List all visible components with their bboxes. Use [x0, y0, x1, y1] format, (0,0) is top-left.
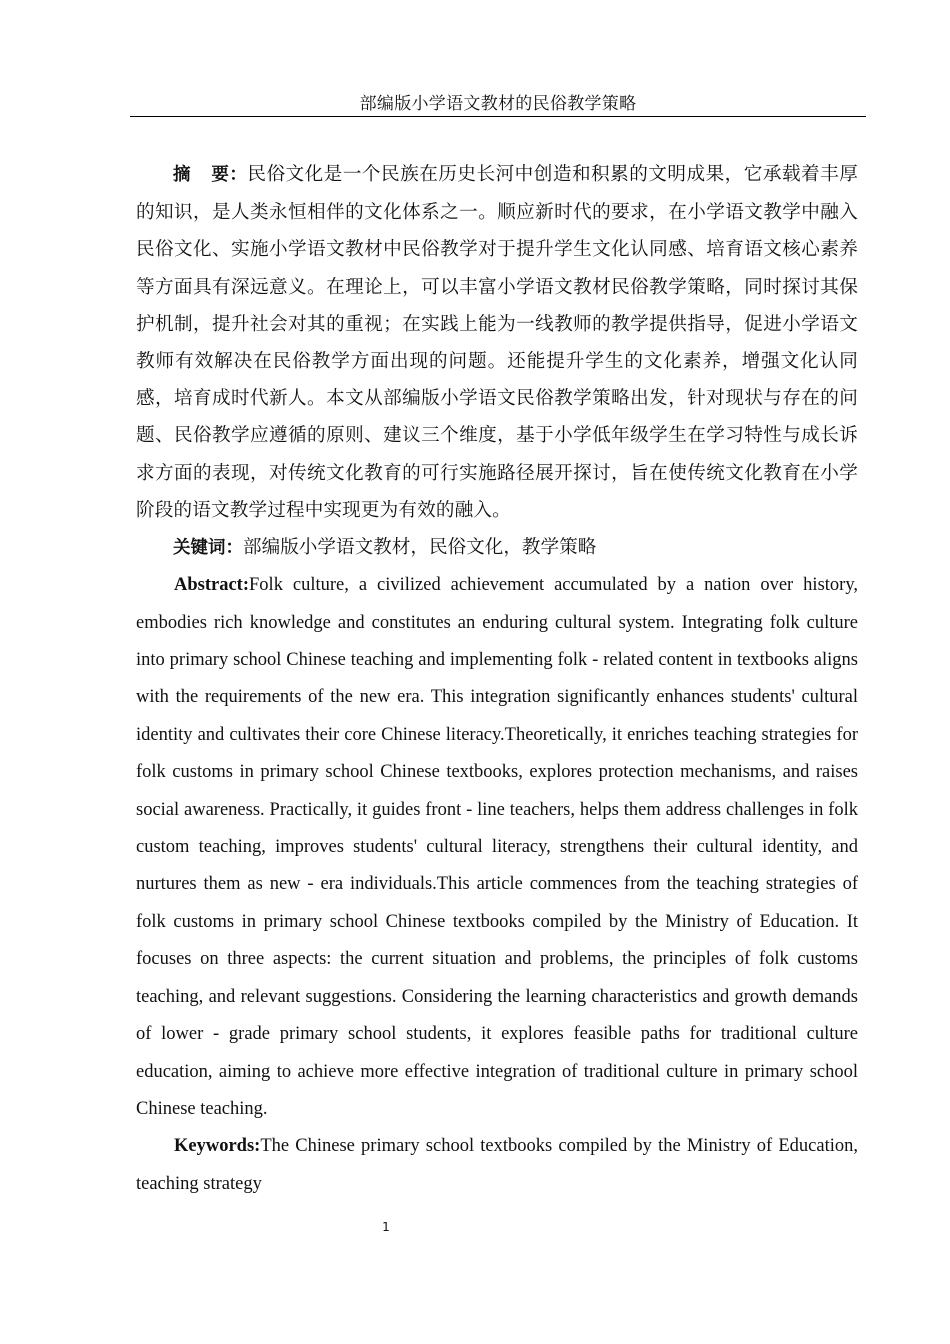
keywords-en-label: Keywords: — [174, 1136, 261, 1157]
page-number: 1 — [382, 1220, 390, 1234]
keywords-en-text: The Chinese primary school textbooks compiled by the Ministry of Education, teaching strategy — [136, 1136, 858, 1194]
keywords-zh-text: 部编版小学语文教材，民俗文化，教学策略 — [243, 537, 597, 559]
running-header — [130, 92, 866, 117]
keywords-en — [136, 1128, 858, 1203]
abstract-zh-label-b: 要： — [211, 165, 248, 185]
running-header-title: 部编版小学语文教材的民俗教学策略 — [359, 94, 637, 114]
abstract-en — [136, 567, 858, 1128]
keywords-zh — [136, 529, 858, 567]
abstract-zh-label-a: 摘 — [173, 165, 191, 185]
keywords-zh-label: 关键词： — [173, 538, 243, 559]
abstract-en-label: Abstract: — [174, 575, 250, 596]
abstract-zh-text: 民俗文化是一个民族在历史长河中创造和积累的文明成果，它承载着丰厚的知识，是人类永恒相伴的文化体系之一。顺应新时代的要求，在小学语文教学中融入民俗文化、实施小学语文教材中民俗教学对于提升学生文化认同感、培育语文核心素养等方面具有深远意义。在理论上，可以丰富小学语文教材民俗教学策略，同时探讨其保护机制，提升社会对其的重视；在实践上能为一线教师的教学提供指导，促进小学语文教师有效解决在民俗教学方面出现的问题。还能提升学生的文化素养，增强文化认同感，培育成时代新人。本文从部编版小学语文民俗教学策略出发，针对现状与存在的问题、民俗教学应遵循的原则、建议三个维度，基于小学低年级学生在学习特性与成长诉求方面的表现，对传统文化教育的可行实施路径展开探讨，旨在使传统文化教育在小学阶段的语文教学过程中实现更为有效的融入。 — [136, 164, 858, 521]
abstract-en-text: Folk culture, a civilized achievement accumulated by a nation over history, embodies rich knowledge and constitutes an enduring cultural system. Integrating folk culture into primary school Chinese teaching and implementing folk - related content in textbooks aligns with the requirements of the new era. This integration significantly enhances students' cultural identity and cultivates their core Chinese literacy.Theoretically, it enriches teaching strategies for folk customs in primary school Chinese textbooks, explores protection mechanisms, and raises social awareness. Practically, it guides front - line teachers, helps them address challenges in folk custom teaching, improves students' cultural literacy, strengthens their cultural identity, and nurtures them as new - era individuals.This article commences from the teaching strategies of folk customs in primary school Chinese textbooks compiled by the Ministry of Education. It focuses on three aspects: the current situation and problems, the principles of folk customs teaching, and relevant suggestions. Considering the learning characteristics and growth demands of lower - grade primary school students, it explores feasible paths for traditional culture education, aiming to achieve more effective integration of traditional culture in primary school Chinese teaching. — [136, 575, 858, 1119]
abstract-zh — [136, 156, 858, 529]
page-content — [136, 156, 858, 1203]
